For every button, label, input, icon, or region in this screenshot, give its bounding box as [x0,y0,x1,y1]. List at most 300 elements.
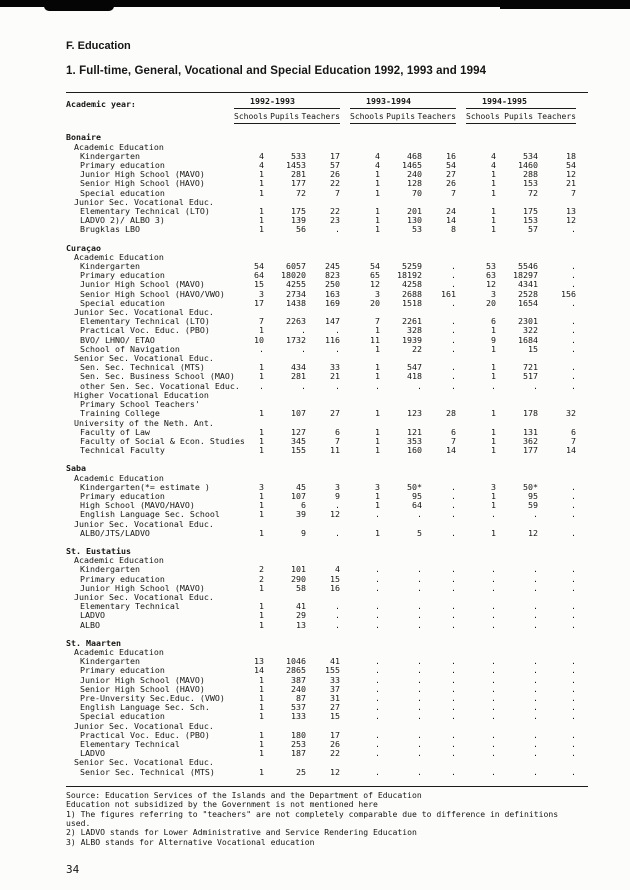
cell-value: 18192 [397,270,422,281]
cell-value: 1 [259,500,264,511]
cell-value: 107 [291,490,306,501]
cell-value: . [451,343,456,354]
cell-value: . [375,665,380,676]
cell-value: 26 [330,739,340,749]
year-group-1994-1995: 1994-1995 [466,97,576,109]
cell-value: 4 [375,160,380,171]
cell-value: . [571,509,576,520]
cell-value: 3 [259,481,264,492]
row-label: Academic Education [74,472,164,483]
table-header-years [66,93,588,109]
cell-value: 27 [330,702,340,713]
cell-value: 9 [491,334,496,345]
cell-value: . [571,683,576,694]
cell-value: 50* [407,481,422,492]
table-row [66,621,588,630]
row-label: Senior Sec. Technical (MTS) [80,766,215,777]
cell-value: 64 [412,500,422,511]
cell-value: 1 [375,224,380,235]
cell-value: . [375,683,380,694]
cell-value: 322 [523,325,538,336]
cell-value: 14 [446,445,456,456]
row-label: LADVO 2)/ ALBO 3) [80,215,165,226]
cell-value: . [259,380,264,391]
cell-value: . [451,490,456,501]
cell-value: 153 [523,178,538,189]
row-label: Primary education [80,160,165,171]
cell-value: . [533,509,538,520]
cell-value: . [375,573,380,584]
cell-value: 10 [254,334,264,345]
cell-value: 4 [335,564,340,575]
cell-value: . [375,582,380,593]
cell-value: 1 [491,435,496,446]
schools-column-header: Schools [350,112,384,122]
cell-value: . [301,325,306,336]
category-row [66,143,588,152]
cell-value: 1 [375,426,380,437]
cell-value: 72 [528,187,538,198]
cell-value: . [375,702,380,713]
cell-value: . [417,380,422,391]
cell-value: 1 [375,445,380,456]
cell-value: . [335,619,340,630]
cell-value: 4 [491,160,496,171]
cell-value: 39 [296,509,306,520]
cell-value: 2 [259,564,264,575]
cell-value: 121 [407,426,422,437]
cell-value: . [417,748,422,759]
cell-value: 131 [523,426,538,437]
island-name: Bonaire [66,132,101,143]
row-label: ALBO/JTS/LADVO [80,527,150,538]
cell-value: . [335,325,340,336]
cell-value: 3 [335,481,340,492]
cell-value: . [533,656,538,667]
cell-value: . [451,564,456,575]
cell-value: . [451,729,456,740]
cell-value: 65 [370,270,380,281]
schools-column-header: Schools [234,112,268,122]
cell-value: 1 [491,527,496,538]
cell-value: 281 [291,169,306,180]
cell-value: 187 [291,748,306,759]
cell-value: 1046 [286,656,306,667]
cell-value: 72 [296,187,306,198]
cell-value: . [451,509,456,520]
row-label: Primary education [80,665,165,676]
cell-value: 20 [370,297,380,308]
cell-value: 1 [491,343,496,354]
cell-value: . [571,692,576,703]
row-label: Primary education [80,490,165,501]
cell-value: 1 [491,215,496,226]
cell-value: 16 [446,150,456,161]
cell-value: 54 [254,261,264,272]
cell-value: 1465 [402,160,422,171]
row-label: School of Navigation [80,343,180,354]
cell-value: . [571,261,576,272]
cell-value: 14 [566,445,576,456]
schools-column-header: Schools [466,112,500,122]
cell-value: 1438 [286,297,306,308]
cell-value: 95 [528,490,538,501]
cell-value: 37 [330,683,340,694]
cell-value: 18297 [513,270,538,281]
cell-value: . [417,619,422,630]
cell-value: 23 [330,215,340,226]
cell-value: 133 [291,711,306,722]
cell-value: . [491,702,496,713]
footnote-1: 1) The figures referring to "teachers" are not completely comparable due to difference in definitions [66,808,559,819]
cell-value: 21 [566,178,576,189]
cell-value: . [571,224,576,235]
island-name: St. Maarten [66,637,121,648]
cell-value: . [491,619,496,630]
row-label: Junior Sec. Vocational Educ. [74,720,214,731]
cell-value: . [533,748,538,759]
cell-value: 175 [291,206,306,217]
cell-value: 161 [441,288,456,299]
cell-value: 147 [325,316,340,327]
cell-value: 6 [571,426,576,437]
cell-value: 290 [291,573,306,584]
cell-value: 41 [330,656,340,667]
cell-value: . [451,279,456,290]
cell-value: 1 [259,215,264,226]
cell-value: 3 [375,481,380,492]
table-body [66,124,588,785]
cell-value: . [491,692,496,703]
cell-value: . [571,500,576,511]
source-note: Source: Education Services of the Islands and the Department of Education [66,789,422,800]
cell-value: . [571,573,576,584]
cell-value: 1 [259,674,264,685]
cell-value: 1 [259,426,264,437]
cell-value: 2263 [286,316,306,327]
category-row [66,648,588,657]
cell-value: 1 [259,702,264,713]
cell-value: 253 [291,739,306,749]
cell-value: 1 [259,435,264,446]
pupils-column-header: Pupils [270,112,300,122]
cell-value: 56 [296,224,306,235]
cell-value: 5546 [518,261,538,272]
island-group [66,639,588,777]
cell-value: 1 [375,408,380,419]
cell-value: 1 [375,500,380,511]
island-group [66,547,588,630]
cell-value: 4341 [518,279,538,290]
cell-value: 1 [259,206,264,217]
table-row [66,602,588,611]
cell-value: . [571,371,576,382]
cell-value: 1 [491,224,496,235]
cell-value: 353 [407,435,422,446]
cell-value: 1 [375,490,380,501]
cell-value: 54 [446,160,456,171]
cell-value: 517 [523,371,538,382]
cell-value: . [417,739,422,749]
cell-value: 1 [375,206,380,217]
row-label: Higher Vocational Education [74,389,209,400]
academic-year-label: Academic year: [66,99,136,109]
cell-value: . [451,362,456,373]
cell-value: 6057 [286,261,306,272]
table-bottom-rule [66,786,588,787]
row-label: ALBO [80,619,100,630]
cell-value: . [491,380,496,391]
cell-value: 8 [451,224,456,235]
row-label: Senior High School (HAVO/VWO) [80,288,225,299]
row-label: Training College [80,408,160,419]
cell-value: . [491,729,496,740]
cell-value: . [451,711,456,722]
cell-value: 41 [296,601,306,612]
pupils-column-header: Pupils [504,112,534,122]
row-label: BVO/ LHNO/ ETAO [80,334,155,345]
cell-value: 1 [491,445,496,456]
teachers-column-header: Teachers [537,112,576,122]
cell-value: 15 [528,343,538,354]
cell-value: 250 [325,279,340,290]
cell-value: 177 [291,178,306,189]
cell-value: 1 [259,582,264,593]
cell-value: 155 [325,665,340,676]
year-group-1992-1993: 1992-1993 [234,97,340,109]
row-label: Senior High School (HAVO) [80,683,205,694]
year-group-1993-1994: 1993-1994 [350,97,456,109]
row-label: Junior Sec. Vocational Educ. [74,307,214,318]
cell-value: 7 [451,187,456,198]
cell-value: 1 [491,169,496,180]
cell-value: . [451,665,456,676]
column-headers-group-3 [466,112,576,124]
cell-value: 32 [566,408,576,419]
row-label: Junior Sec. Vocational Educ. [74,196,214,207]
cell-value: 107 [291,408,306,419]
cell-value: . [335,224,340,235]
row-label: Academic Education [74,555,164,566]
education-table [66,92,588,787]
cell-value: 3 [259,288,264,299]
cell-value: 11 [370,334,380,345]
cell-value: 1 [259,748,264,759]
row-label: University of the Neth. Ant. [74,417,214,428]
cell-value: 7 [335,435,340,446]
cell-value: . [533,619,538,630]
cell-value: 240 [407,169,422,180]
cell-value: 3 [375,288,380,299]
cell-value: . [375,748,380,759]
cell-value: . [451,481,456,492]
cell-value: . [491,564,496,575]
cell-value: 163 [325,288,340,299]
cell-value: 15 [330,573,340,584]
row-label: LADVO [80,610,105,621]
cell-value: . [571,711,576,722]
cell-value: 15 [330,711,340,722]
cell-value: 156 [561,288,576,299]
cell-value: . [417,564,422,575]
cell-value: 54 [566,160,576,171]
cell-value: 22 [412,343,422,354]
cell-value: . [571,343,576,354]
cell-value: . [533,739,538,749]
cell-value: 5 [417,527,422,538]
cell-value: . [533,711,538,722]
table-row [66,446,588,455]
cell-value: . [571,270,576,281]
cell-value: 6 [301,500,306,511]
cell-value: 2261 [402,316,422,327]
cell-value: 1 [375,169,380,180]
cell-value: . [451,582,456,593]
cell-value: . [533,582,538,593]
row-label: High School (MAVO/HAVO) [80,500,195,511]
cell-value: . [451,325,456,336]
cell-value: . [451,702,456,713]
cell-value: 1 [491,178,496,189]
row-label: other Sen. Sec. Vocational Educ. [80,380,240,391]
cell-value: 1 [259,408,264,419]
cell-value: 26 [330,169,340,180]
row-label: English Language Sec. School [80,509,220,520]
cell-value: . [571,297,576,308]
cell-value: 1 [375,435,380,446]
cell-value: 155 [291,445,306,456]
cell-value: 2865 [286,665,306,676]
cell-value: 1 [259,224,264,235]
cell-value: . [571,481,576,492]
cell-value: 1 [375,178,380,189]
island-group [66,133,588,234]
cell-value: 1939 [402,334,422,345]
footnote-1-continued: used. [66,818,91,829]
cell-value: . [451,573,456,584]
cell-value: 1 [375,371,380,382]
column-headers-group-2 [350,112,456,124]
cell-value: 7 [375,316,380,327]
cell-value: . [417,601,422,612]
row-label: Senior Sec. Vocational Educ. [74,757,214,768]
cell-value: . [259,343,264,354]
cell-value: 27 [330,408,340,419]
cell-value: 288 [523,169,538,180]
cell-value: . [491,766,496,777]
cell-value: . [491,582,496,593]
cell-value: . [335,343,340,354]
cell-value: 116 [325,334,340,345]
cell-value: . [571,334,576,345]
row-label: Primary School Teachers' [80,399,200,410]
footnote-3: 3) ALBO stands for Alternative Vocational education [66,836,315,847]
cell-value: 20 [486,297,496,308]
row-label: Pre-Unversity Sec.Educ. (VWO) [80,692,225,703]
cell-value: . [491,683,496,694]
cell-value: 22 [330,748,340,759]
cell-value: 1654 [518,297,538,308]
cell-value: . [491,573,496,584]
cell-value: 17 [254,297,264,308]
table-row [66,611,588,620]
row-label: Special education [80,187,165,198]
cell-value: 1 [375,527,380,538]
cell-value: . [491,674,496,685]
row-label: Junior Sec. Vocational Educ. [74,518,214,529]
cell-value: 123 [407,408,422,419]
coverage-note: Education not subsidized by the Government is not mentioned here [66,799,378,810]
cell-value: . [375,601,380,612]
cell-value: 64 [254,270,264,281]
row-label: Primary education [80,573,165,584]
cell-value: . [571,610,576,621]
cell-value: 50* [523,481,538,492]
cell-value: 2528 [518,288,538,299]
cell-value: . [491,711,496,722]
cell-value: . [533,564,538,575]
cell-value: . [491,656,496,667]
cell-value: 1 [375,362,380,373]
cell-value: 18020 [281,270,306,281]
cell-value: . [335,380,340,391]
cell-value: 328 [407,325,422,336]
cell-value: 1 [259,527,264,538]
footnote-2: 2) LADVO stands for Lower Administrative and Service Rendering Education [66,827,417,838]
row-label: Academic Education [74,646,164,657]
cell-value: 17 [330,150,340,161]
cell-value: 22 [330,178,340,189]
cell-value: . [491,601,496,612]
cell-value: . [491,748,496,759]
cell-value: 177 [523,445,538,456]
cell-value: 6 [335,426,340,437]
cell-value: 12 [370,279,380,290]
table-row [66,225,588,234]
cell-value: . [571,656,576,667]
row-label: LADVO [80,748,105,759]
cell-value: . [451,656,456,667]
cell-value: 21 [330,371,340,382]
cell-value: . [571,325,576,336]
cell-value: 12 [566,215,576,226]
cell-value: 201 [407,206,422,217]
cell-value: . [417,665,422,676]
category-row [66,556,588,565]
cell-value: 418 [407,371,422,382]
cell-value: 468 [407,150,422,161]
cell-value: . [417,729,422,740]
cell-value: . [571,582,576,593]
cell-value: 12 [330,766,340,777]
cell-value: 12 [566,169,576,180]
row-label: Primary education [80,270,165,281]
cell-value: . [417,509,422,520]
cell-value: . [533,380,538,391]
teachers-column-header: Teachers [301,112,340,122]
footnotes [66,791,588,847]
cell-value: . [451,316,456,327]
cell-value: . [533,729,538,740]
cell-value: 281 [291,371,306,382]
cell-value: 178 [523,408,538,419]
teachers-column-header: Teachers [417,112,456,122]
cell-value: . [375,674,380,685]
row-label: Faculty of Law [80,426,150,437]
page-content [66,40,588,876]
cell-value: 1 [259,362,264,373]
cell-value: . [417,711,422,722]
